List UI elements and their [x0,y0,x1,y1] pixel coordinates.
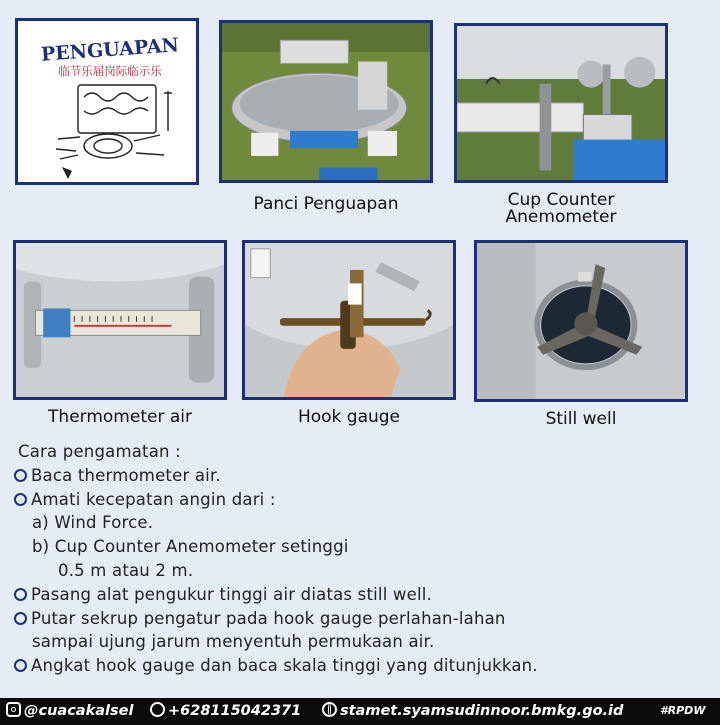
caption-thermometer-air: Thermometer air [48,407,192,427]
caption-cup-counter-line1: Cup Counter [507,190,615,210]
photo-thermometer-air [13,240,227,400]
bullet-icon [14,612,27,625]
footer-website[interactable]: stamet.syamsudinnoor.bmkg.go.id [322,702,623,719]
photo-cup-counter-anemometer [454,23,668,183]
step-5: Angkat hook gauge dan baca skala tinggi yang ditunjukkan. [14,654,708,678]
penguapan-logo-panel [15,18,199,185]
caption-hook-gauge: Hook gauge [297,407,401,427]
footer-signature: #RPDW [660,704,706,717]
caption-cup-counter-line2: Anemometer [505,207,617,227]
whatsapp-icon [150,702,165,717]
step-3: Pasang alat pengukur tinggi air diatas still well. [14,583,708,607]
step-4-line2: sampai ujung jarum menyentuh permukaan air. [32,632,435,652]
globe-icon [322,702,337,717]
step-2b-line2: 0.5 m atau 2 m. [58,560,194,580]
step-4-line1: Putar sekrup pengatur pada hook gauge perlahan-lahan [14,607,708,631]
step-2: Amati kecepatan angin dari : [14,488,708,512]
caption-still-well: Still well [545,409,617,429]
footer-bar [0,698,720,725]
step-2b-line1: b) Cup Counter Anemometer setinggi [32,537,349,557]
photo-panci-penguapan [219,20,433,183]
logo-subtitle: 临节乐届岗际临示乐 [58,64,162,78]
photo-hook-gauge [242,240,456,400]
instagram-icon [6,702,21,717]
instructions-section [18,440,708,678]
instructions-heading: Cara pengamatan : [18,442,181,461]
bullet-icon [14,588,27,601]
footer-instagram[interactable]: @cuacakalsel [6,702,133,719]
bullet-icon [14,493,27,506]
caption-panci-penguapan: Panci Penguapan [253,194,399,214]
penguapan-logo-art [18,21,199,185]
bullet-icon [14,469,27,482]
logo-title: PENGUAPAN [40,34,180,66]
bullet-icon [14,659,27,672]
footer-whatsapp[interactable]: +628115042371 [150,702,301,719]
step-2a: a) Wind Force. [32,513,154,533]
step-1: Baca thermometer air. [14,464,708,488]
photo-still-well [474,240,688,402]
